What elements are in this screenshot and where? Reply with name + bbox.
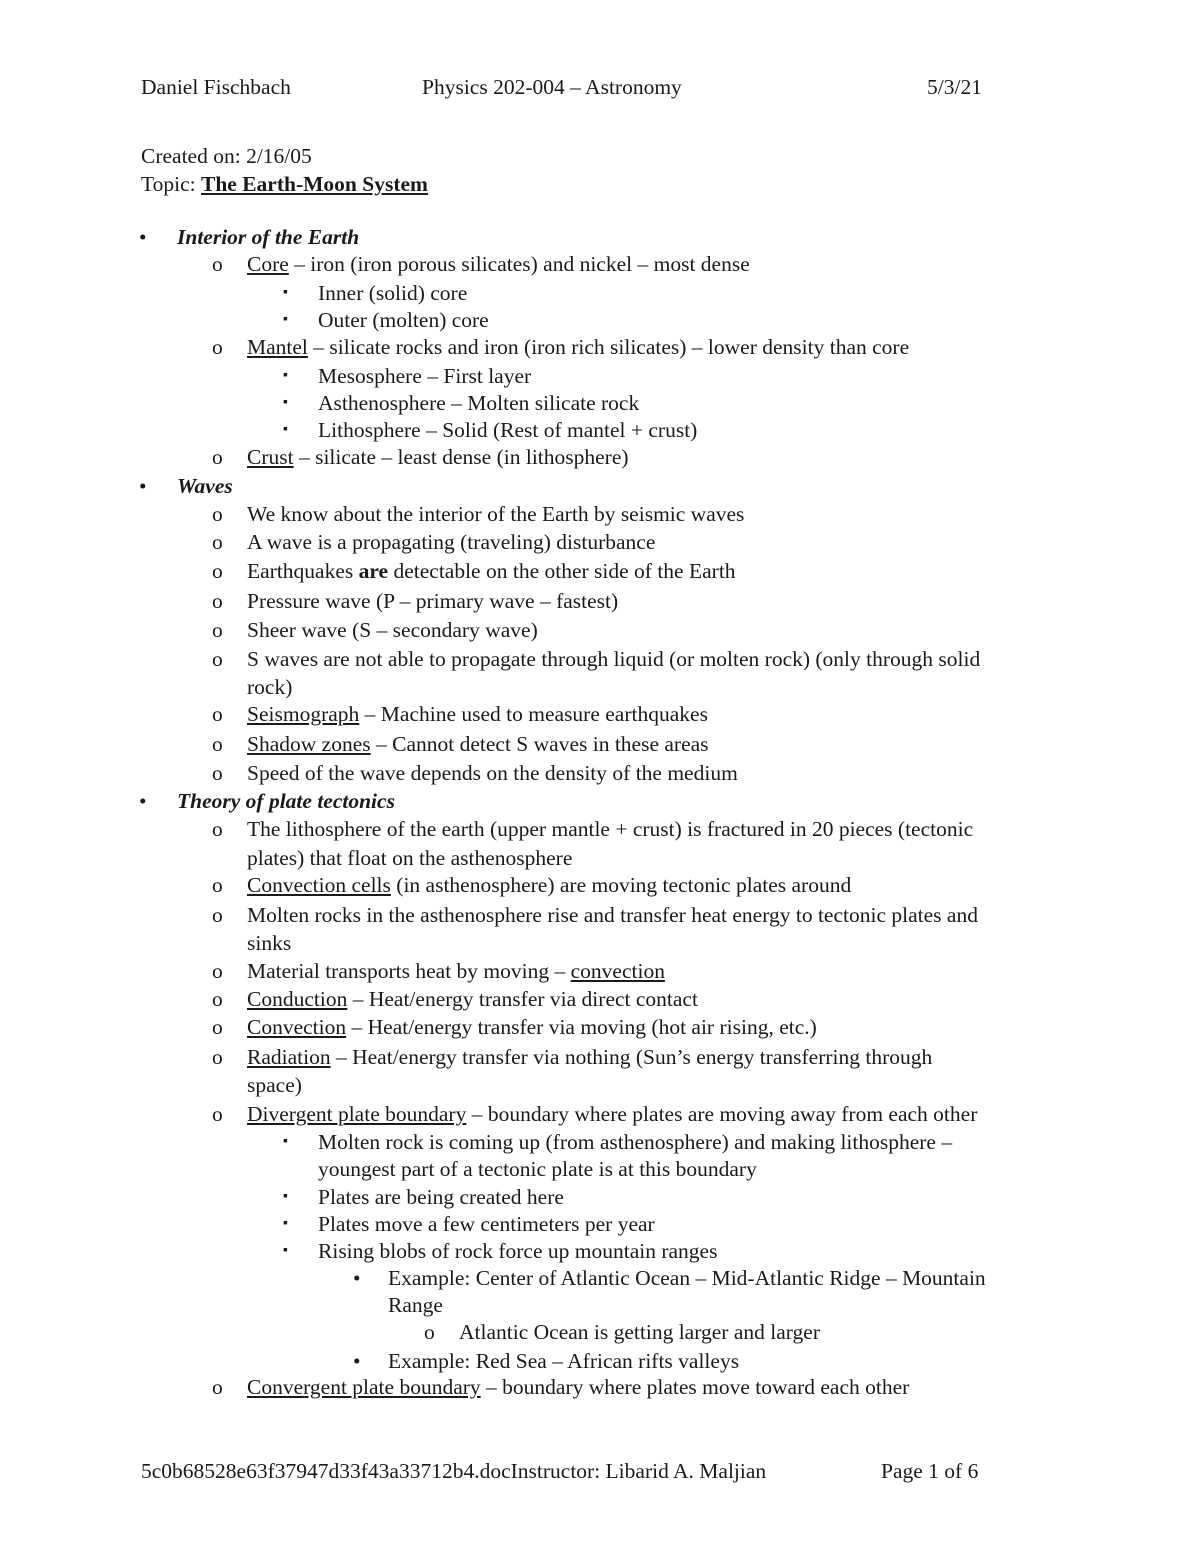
list-item: Asthenosphere – Molten silicate rock <box>318 391 640 415</box>
circle-bullet-icon: o <box>212 761 223 785</box>
list-item-mantel: Mantel – silicate rocks and iron (iron rich silicates) – lower density than core <box>247 335 910 359</box>
square-bullet-icon: ▪ <box>283 1243 288 1258</box>
bullet-icon: • <box>353 1349 361 1373</box>
square-bullet-icon: ▪ <box>283 285 288 300</box>
list-item-continuation: sinks <box>247 931 292 955</box>
list-item: Plates are being created here <box>318 1185 564 1209</box>
term-core: Core <box>247 252 289 276</box>
topic-value: The Earth-Moon System <box>201 172 428 196</box>
section-title-interior: Interior of the Earth <box>177 225 360 249</box>
square-bullet-icon: ▪ <box>283 1216 288 1231</box>
circle-bullet-icon: o <box>212 987 223 1011</box>
circle-bullet-icon: o <box>212 618 223 642</box>
list-item-core: Core – iron (iron porous silicates) and nickel – most dense <box>247 252 750 276</box>
bullet-icon: • <box>139 225 147 249</box>
list-item: Example: Center of Atlantic Ocean – Mid-Atlantic Ridge – Mountain <box>388 1266 986 1290</box>
bullet-icon: • <box>139 474 147 498</box>
term-crust: Crust <box>247 445 294 469</box>
square-bullet-icon: ▪ <box>283 1134 288 1149</box>
list-item: Plates move a few centimeters per year <box>318 1212 655 1236</box>
list-item: S waves are not able to propagate through liquid (or molten rock) (only through solid <box>247 647 981 671</box>
list-item-material: Material transports heat by moving – convection <box>247 959 665 983</box>
topic-label: Topic: <box>141 172 201 196</box>
circle-bullet-icon: o <box>212 1015 223 1039</box>
circle-bullet-icon: o <box>212 1375 223 1399</box>
circle-bullet-icon: o <box>212 903 223 927</box>
bullet-icon: • <box>139 789 147 813</box>
list-item-seismograph: Seismograph – Machine used to measure earthquakes <box>247 702 708 726</box>
circle-bullet-icon: o <box>212 252 223 276</box>
list-item: Molten rock is coming up (from asthenosphere) and making lithosphere – <box>318 1130 953 1154</box>
footer-file-instructor: 5c0b68528e63f37947d33f43a33712b4.docInstructor: Libarid A. Maljian <box>141 1459 767 1483</box>
list-item: Outer (molten) core <box>318 308 489 332</box>
square-bullet-icon: ▪ <box>283 395 288 410</box>
header-course: Physics 202-004 – Astronomy <box>422 75 682 99</box>
list-item-convection-cells: Convection cells (in asthenosphere) are moving tectonic plates around <box>247 873 852 897</box>
circle-bullet-icon: o <box>212 647 223 671</box>
list-item: Lithosphere – Solid (Rest of mantel + crust) <box>318 418 698 442</box>
list-item: Speed of the wave depends on the density of the medium <box>247 761 738 785</box>
list-item: Molten rocks in the asthenosphere rise and transfer heat energy to tectonic plates and <box>247 903 978 927</box>
list-item-crust: Crust – silicate – least dense (in lithosphere) <box>247 445 629 469</box>
term-mantel: Mantel <box>247 335 308 359</box>
list-item: A wave is a propagating (traveling) disturbance <box>247 530 656 554</box>
list-item: Example: Red Sea – African rifts valleys <box>388 1349 740 1373</box>
created-line <box>141 142 312 170</box>
list-item-conduction: Conduction – Heat/energy transfer via direct contact <box>247 987 698 1011</box>
list-item: Pressure wave (P – primary wave – fastest) <box>247 589 619 613</box>
circle-bullet-icon: o <box>212 732 223 756</box>
bullet-icon: • <box>353 1266 361 1290</box>
list-item: Sheer wave (S – secondary wave) <box>247 618 538 642</box>
circle-bullet-icon: o <box>212 559 223 583</box>
circle-bullet-icon: o <box>212 702 223 726</box>
circle-bullet-icon: o <box>212 530 223 554</box>
list-item-convergent: Convergent plate boundary – boundary where plates move toward each other <box>247 1375 910 1399</box>
list-item: We know about the interior of the Earth by seismic waves <box>247 502 745 526</box>
list-item-divergent: Divergent plate boundary – boundary where plates are moving away from each other <box>247 1102 978 1126</box>
circle-bullet-icon: o <box>424 1320 435 1344</box>
square-bullet-icon: ▪ <box>283 1189 288 1204</box>
circle-bullet-icon: o <box>212 959 223 983</box>
circle-bullet-icon: o <box>212 1102 223 1126</box>
circle-bullet-icon: o <box>212 445 223 469</box>
list-item: Inner (solid) core <box>318 281 468 305</box>
square-bullet-icon: ▪ <box>283 312 288 327</box>
list-item-continuation: space) <box>247 1073 302 1097</box>
list-item-convection: Convection – Heat/energy transfer via moving (hot air rising, etc.) <box>247 1015 817 1039</box>
list-item-shadow-zones: Shadow zones – Cannot detect S waves in these areas <box>247 732 709 756</box>
header-date: 5/3/21 <box>927 75 982 99</box>
list-item-continuation: rock) <box>247 675 293 699</box>
list-item: Atlantic Ocean is getting larger and larger <box>459 1320 820 1344</box>
list-item: The lithosphere of the earth (upper mantle + crust) is fractured in 20 pieces (tectonic <box>247 817 974 841</box>
list-item-earthquakes: Earthquakes are detectable on the other side of the Earth <box>247 559 736 583</box>
circle-bullet-icon: o <box>212 873 223 897</box>
square-bullet-icon: ▪ <box>283 368 288 383</box>
created-label: Created on: <box>141 144 247 168</box>
section-title-plate-tectonics: Theory of plate tectonics <box>177 789 395 813</box>
header-author: Daniel Fischbach <box>141 75 291 99</box>
list-item-continuation: Range <box>388 1293 443 1317</box>
circle-bullet-icon: o <box>212 335 223 359</box>
list-item: Rising blobs of rock force up mountain ranges <box>318 1239 718 1263</box>
circle-bullet-icon: o <box>212 502 223 526</box>
list-item-continuation: youngest part of a tectonic plate is at this boundary <box>318 1157 757 1181</box>
circle-bullet-icon: o <box>212 589 223 613</box>
circle-bullet-icon: o <box>212 1045 223 1069</box>
topic-line <box>141 170 428 198</box>
created-value: 2/16/05 <box>246 144 312 168</box>
square-bullet-icon: ▪ <box>283 422 288 437</box>
circle-bullet-icon: o <box>212 817 223 841</box>
list-item: Mesosphere – First layer <box>318 364 532 388</box>
list-item-radiation: Radiation – Heat/energy transfer via nothing (Sun’s energy transferring through <box>247 1045 933 1069</box>
footer-page-number: Page 1 of 6 <box>881 1459 979 1483</box>
list-item-continuation: plates) that float on the asthenosphere <box>247 846 573 870</box>
section-title-waves: Waves <box>177 474 233 498</box>
